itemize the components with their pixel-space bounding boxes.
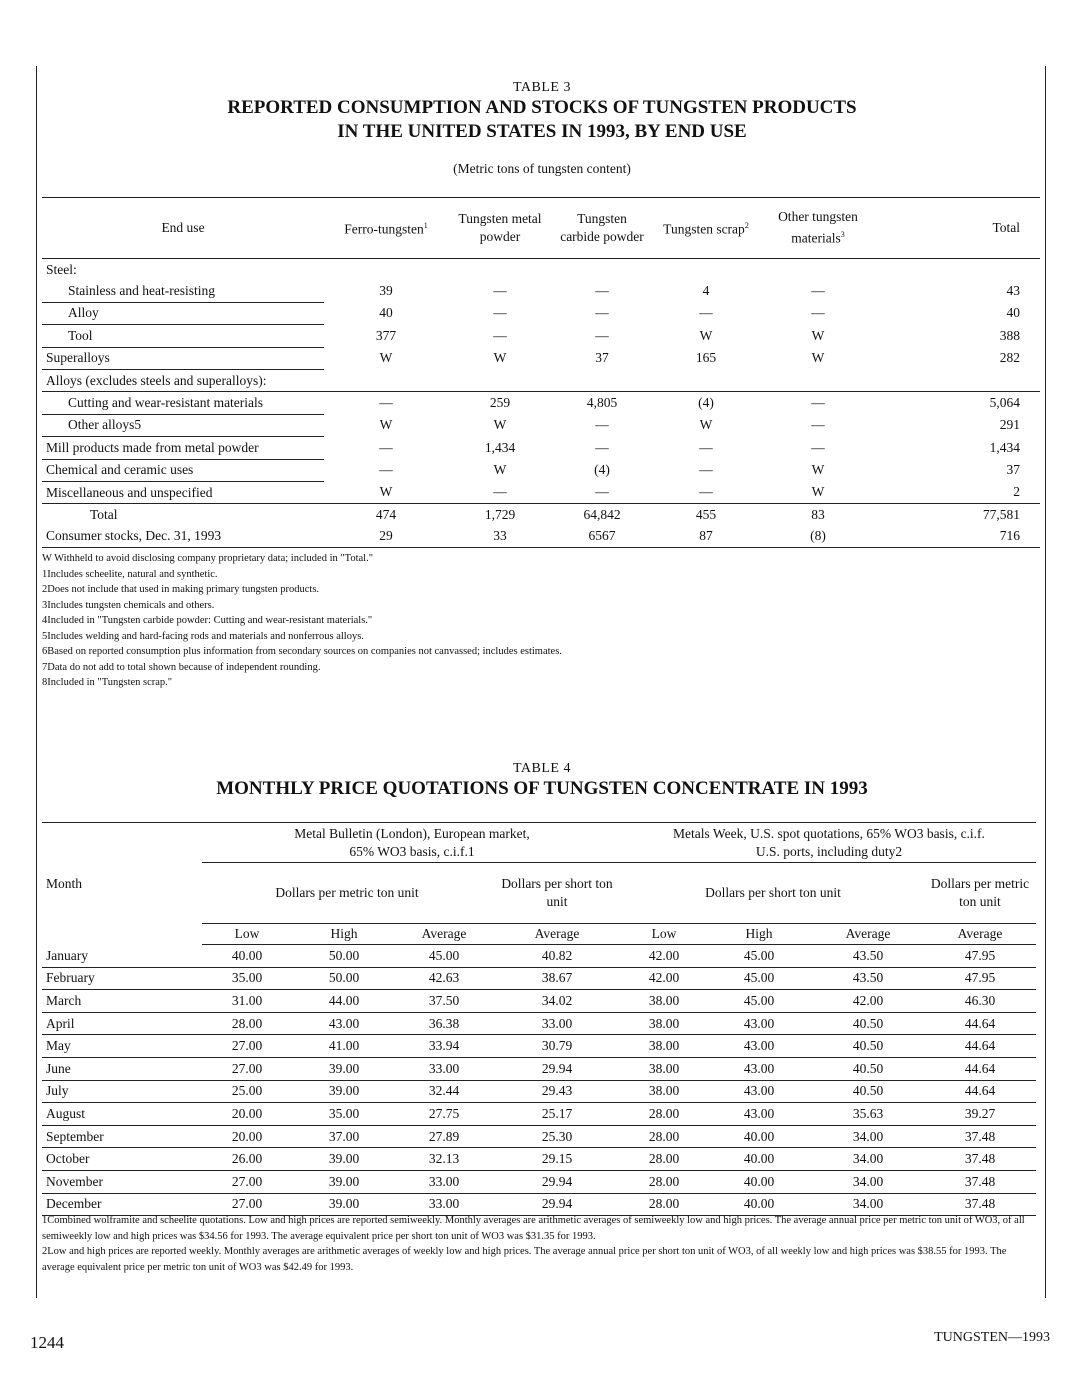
table-cell: W [811,350,825,366]
table-row [42,459,1040,481]
table-cell: W [493,350,507,366]
table-cell: 33 [448,526,552,548]
footnote: W Withheld to avoid disclosing company proprietary data; included in "Total." [42,553,373,564]
price-cell: 47.95 [924,967,1036,990]
table-cell: (4) [594,462,610,478]
month-cell: January [42,945,202,968]
row-label: Tool [42,325,324,347]
header-ferro: Ferro-tungsten$^1$ [324,198,448,259]
price-cell: 41.00 [292,1035,396,1058]
table-row [42,302,1040,324]
price-cell: 40.00 [706,1148,812,1171]
table-cell: — [595,439,609,455]
table4 [42,822,1036,1216]
table-cell: W [699,417,713,433]
price-cell: 34.02 [492,990,622,1013]
month-cell: November [42,1170,202,1193]
header-average-1: Average [396,924,492,945]
price-cell: 25.17 [492,1103,622,1126]
price-cell: 28.00 [622,1193,706,1216]
footnote: 2Low and high prices are reported weekly. Monthly averages are arithmetic averages of weekly low and high prices. The average annual price per short ton unit of WO3, of all weekly low and high prices was $38.55 for 1993. The average equivalent price per metric ton unit of WO3 was $42.49 for 1993. [42,1246,1007,1273]
table-cell: — [811,305,825,321]
price-cell: 40.50 [812,1080,924,1103]
price-cell: 45.00 [396,945,492,968]
table-cell: 282 [999,350,1020,366]
price-cell: 27.00 [202,1035,292,1058]
row-label: Chemical and ceramic uses [42,459,324,481]
table3-label: TABLE 3 [513,80,571,95]
header-total: Total [876,198,1040,259]
price-cell: 38.00 [622,990,706,1013]
price-cell: 40.00 [202,945,292,968]
price-cell: 20.00 [202,1103,292,1126]
price-cell: 28.00 [622,1125,706,1148]
price-cell: 25.30 [492,1125,622,1148]
month-cell: March [42,990,202,1013]
price-cell: 34.00 [812,1193,924,1216]
table-row [42,1080,1036,1103]
footnote: 3Includes tungsten chemicals and others. [42,599,215,611]
table-cell: (4) [698,395,714,411]
footnote: 6Based on reported consumption plus information from secondary sources on companies not canvassed; includes estimates. [42,646,562,657]
table-cell: — [379,395,393,411]
table-cell: 377 [375,327,397,343]
table-row [42,280,1040,302]
price-cell: 37.48 [924,1148,1036,1171]
table-row [42,990,1036,1013]
table-cell: — [811,283,825,299]
header-low-2: Low [622,924,706,945]
price-cell: 44.64 [924,1012,1036,1035]
header-other: Other tungsten materials$^3$ [760,198,876,259]
header-metal-bulletin-line2: 65% WO3 basis, c.i.f.1 [349,844,475,859]
table-cell: 29 [324,526,448,548]
header-high-2: High [706,924,812,945]
header-average-2: Average [492,924,622,945]
price-cell: 31.00 [202,990,292,1013]
price-cell: 33.00 [396,1193,492,1216]
table-cell: — [595,327,609,343]
price-cell: 44.64 [924,1035,1036,1058]
price-cell: 33.00 [492,1012,622,1035]
price-cell: 43.50 [812,945,924,968]
price-cell: 40.50 [812,1012,924,1035]
footnote: 5Includes welding and hard-facing rods and materials and nonferrous alloys. [42,630,364,642]
table-cell: W [811,484,825,500]
table-row [42,945,1036,968]
price-cell: 30.79 [492,1035,622,1058]
price-cell: 34.00 [812,1170,924,1193]
price-cell: 35.63 [812,1103,924,1126]
price-cell: 47.95 [924,945,1036,968]
row-label: Superalloys [42,347,324,369]
price-cell: 38.67 [492,967,622,990]
price-cell: 20.00 [202,1125,292,1148]
price-cell: 35.00 [202,967,292,990]
header-average-3: Average [812,924,924,945]
header-low-1: Low [202,924,292,945]
table-cell: W [699,327,713,343]
month-cell: August [42,1103,202,1126]
table-cell: — [811,439,825,455]
table-row [42,369,1040,391]
price-cell: 45.00 [706,967,812,990]
price-cell: 43.00 [706,1035,812,1058]
price-cell: 46.30 [924,990,1036,1013]
row-label: Stainless and heat-resisting [42,280,324,302]
table-row [42,437,1040,459]
footnote: 2Does not include that used in making primary tungsten products. [42,584,320,595]
table-row [42,526,1040,548]
price-cell: 42.00 [622,945,706,968]
price-cell: 38.00 [622,1035,706,1058]
price-cell: 43.00 [706,1103,812,1126]
table-cell: W [811,462,825,478]
table-cell: — [493,484,507,500]
table-cell: 259 [489,395,511,411]
table-cell: 4 [702,283,710,299]
price-cell: 39.00 [292,1148,396,1171]
table-cell: 77,581 [876,504,1040,526]
price-cell: 27.00 [202,1057,292,1080]
table-cell: — [595,484,609,500]
table-cell: 37 [1006,462,1020,478]
price-cell: 26.00 [202,1148,292,1171]
page-number: 1244 [30,1333,64,1352]
table-cell: — [379,462,393,478]
header-metal-bulletin-line1: Metal Bulletin (London), European market, [294,826,530,841]
price-cell: 36.38 [396,1012,492,1035]
header-carbide-powder: Tungsten carbide powder [552,198,652,259]
header-metal-bulletin [202,823,622,863]
header-average-4: Average [924,924,1036,945]
table-cell: 5,064 [989,395,1020,411]
month-cell: April [42,1012,202,1035]
table-cell: 37 [595,350,609,366]
table-row [42,1103,1036,1126]
table-cell: 40 [379,305,393,321]
price-cell: 27.00 [202,1170,292,1193]
table-row [42,1125,1036,1148]
table-cell: W [379,417,393,433]
table-cell: 6567 [552,526,652,548]
table-cell: — [493,305,507,321]
row-label: Other alloys5 [42,414,324,436]
table-row [42,325,1040,347]
price-cell: 28.00 [622,1103,706,1126]
table-cell: 39 [379,283,393,299]
table-cell: 4,805 [586,395,618,411]
header-dollars-metric: Dollars per metric ton unit [202,863,492,924]
price-cell: 43.00 [292,1012,396,1035]
table3-title-line1: REPORTED CONSUMPTION AND STOCKS OF TUNGSTEN PRODUCTS [227,97,857,118]
table-cell: — [811,395,825,411]
table-cell: W [379,484,393,500]
table-row [42,967,1036,990]
table-cell: — [699,439,713,455]
price-cell: 35.00 [292,1103,396,1126]
table-cell: W [493,462,507,478]
price-cell: 29.94 [492,1193,622,1216]
table-cell: W [493,417,507,433]
table-cell: — [699,462,713,478]
table3-footnotes [42,551,802,691]
price-cell: 27.00 [202,1193,292,1216]
table-cell: 1,434 [989,439,1020,455]
table-cell: 43 [1006,283,1020,299]
price-cell: 34.00 [812,1148,924,1171]
table4-label: TABLE 4 [513,761,571,776]
price-cell: 43.00 [706,1012,812,1035]
row-label: Consumer stocks, Dec. 31, 1993 [42,526,324,548]
table-cell: — [595,417,609,433]
month-cell: December [42,1193,202,1216]
table-row [42,1057,1036,1080]
price-cell: 25.00 [202,1080,292,1103]
price-cell: 39.00 [292,1170,396,1193]
table-row [42,347,1040,369]
price-cell: 45.00 [706,945,812,968]
row-label: Cutting and wear-resistant materials [42,392,324,414]
price-cell: 44.64 [924,1080,1036,1103]
footnote: 1Includes scheelite, natural and synthetic. [42,568,218,580]
table-cell: 1,729 [448,504,552,526]
table-cell: 64,842 [552,504,652,526]
month-cell: June [42,1057,202,1080]
table-cell: 474 [324,504,448,526]
price-cell: 28.00 [202,1012,292,1035]
price-cell: 40.50 [812,1057,924,1080]
table-row [42,1012,1036,1035]
price-cell: 38.00 [622,1012,706,1035]
table-cell: — [379,439,393,455]
row-label: Alloys (excludes steels and superalloys): [42,369,1040,391]
header-metals-week-line2: U.S. ports, including duty2 [755,844,903,859]
table-cell: — [493,283,507,299]
price-cell: 50.00 [292,945,396,968]
header-dollars-short: Dollars per short ton unit [622,863,924,924]
price-cell: 28.00 [622,1148,706,1171]
header-metal-powder: Tungsten metal powder [448,198,552,259]
row-label: Total [90,506,118,522]
price-cell: 39.27 [924,1103,1036,1126]
month-cell: October [42,1148,202,1171]
section-steel: Steel: [46,261,77,277]
price-cell: 43.50 [812,967,924,990]
header-dollars-short-unit: Dollars per short ton unit [492,863,622,924]
price-cell: 27.89 [396,1125,492,1148]
table-cell: W [379,350,393,366]
table-row [42,504,1040,526]
header-scrap: Tungsten scrap$^2$ [652,198,760,259]
month-cell: February [42,967,202,990]
month-cell: July [42,1080,202,1103]
price-cell: 33.00 [396,1170,492,1193]
price-cell: 39.00 [292,1193,396,1216]
price-cell: 33.00 [396,1057,492,1080]
table-cell: — [595,305,609,321]
table-row [42,1035,1036,1058]
table-cell: — [811,417,825,433]
table-cell: 1,434 [484,439,516,455]
header-metals-week-line1: Metals Week, U.S. spot quotations, 65% WO3 basis, c.i.f. [673,826,985,841]
table-cell: 455 [652,504,760,526]
price-cell: 42.00 [622,967,706,990]
price-cell: 29.15 [492,1148,622,1171]
table-cell: — [493,327,507,343]
table3-title-line2: IN THE UNITED STATES IN 1993, BY END USE [337,121,747,142]
table-cell: (8) [760,526,876,548]
table-cell: 87 [652,526,760,548]
price-cell: 34.00 [812,1125,924,1148]
price-cell: 38.00 [622,1080,706,1103]
price-cell: 28.00 [622,1170,706,1193]
table-row [42,259,1040,281]
price-cell: 42.63 [396,967,492,990]
price-cell: 42.00 [812,990,924,1013]
price-cell: 40.82 [492,945,622,968]
price-cell: 27.75 [396,1103,492,1126]
price-cell: 44.64 [924,1057,1036,1080]
footnote: 1Combined wolframite and scheelite quotations. Low and high prices are reported semiweekly. Monthly averages are arithmetic averages of semiweekly low and high prices. The average annual price per metric ton unit of WO3, of all semiweekly low and high prices was $34.56 for 1993. The average equivalent price per short ton unit of WO3 was $31.35 for 1993. [42,1215,1025,1242]
table-cell: 40 [1006,305,1020,321]
price-cell: 37.00 [292,1125,396,1148]
table4-footnotes [42,1213,1037,1275]
price-cell: 38.00 [622,1057,706,1080]
month-cell: September [42,1125,202,1148]
price-cell: 32.44 [396,1080,492,1103]
table-cell: 716 [876,526,1040,548]
left-margin-rule [36,66,37,1298]
price-cell: 44.00 [292,990,396,1013]
price-cell: 40.00 [706,1193,812,1216]
month-cell: May [42,1035,202,1058]
table3-title [0,96,1084,144]
price-cell: 40.50 [812,1035,924,1058]
footnote: 7Data do not add to total shown because of independent rounding. [42,661,321,673]
row-label: Alloy [42,302,324,324]
table-cell: — [595,283,609,299]
header-dollars-metric-unit: Dollars per metric ton unit [924,863,1036,924]
price-cell: 40.00 [706,1125,812,1148]
row-label: Mill products made from metal powder [42,437,324,459]
footnote: 8Included in "Tungsten scrap." [42,677,173,688]
table-row [42,392,1040,414]
footnote: 4Included in "Tungsten carbide powder: Cutting and wear-resistant materials." [42,615,373,626]
price-cell: 39.00 [292,1057,396,1080]
price-cell: 33.94 [396,1035,492,1058]
price-cell: 40.00 [706,1170,812,1193]
header-month: Month [46,875,83,891]
price-cell: 29.94 [492,1170,622,1193]
table3-subtitle: (Metric tons of tungsten content) [453,161,631,176]
table3-header-row [42,198,1040,259]
right-margin-rule [1045,66,1046,1298]
price-cell: 43.00 [706,1057,812,1080]
table-cell: 291 [999,417,1020,433]
table4-title: MONTHLY PRICE QUOTATIONS OF TUNGSTEN CONCENTRATE IN 1993 [216,778,868,799]
price-cell: 45.00 [706,990,812,1013]
table-cell: 83 [760,504,876,526]
table-cell: W [811,327,825,343]
table-cell: — [699,484,713,500]
running-head: TUNGSTEN—1993 [934,1330,1050,1345]
price-cell: 37.50 [396,990,492,1013]
header-high-1: High [292,924,396,945]
price-cell: 37.48 [924,1170,1036,1193]
table-cell: — [699,305,713,321]
price-cell: 43.00 [706,1080,812,1103]
header-end-use: End use [42,198,324,259]
row-label: Miscellaneous and unspecified [42,481,324,503]
table3 [42,197,1040,548]
table-cell: 165 [695,350,717,366]
header-metals-week [622,823,1036,863]
price-cell: 37.48 [924,1193,1036,1216]
price-cell: 29.43 [492,1080,622,1103]
table-row [42,1148,1036,1171]
price-cell: 32.13 [396,1148,492,1171]
price-cell: 29.94 [492,1057,622,1080]
table-cell: 388 [999,327,1020,343]
table-row [42,1170,1036,1193]
table-row [42,414,1040,436]
table-cell: 2 [1013,484,1020,500]
table-row [42,481,1040,503]
price-cell: 50.00 [292,967,396,990]
price-cell: 37.48 [924,1125,1036,1148]
price-cell: 39.00 [292,1080,396,1103]
